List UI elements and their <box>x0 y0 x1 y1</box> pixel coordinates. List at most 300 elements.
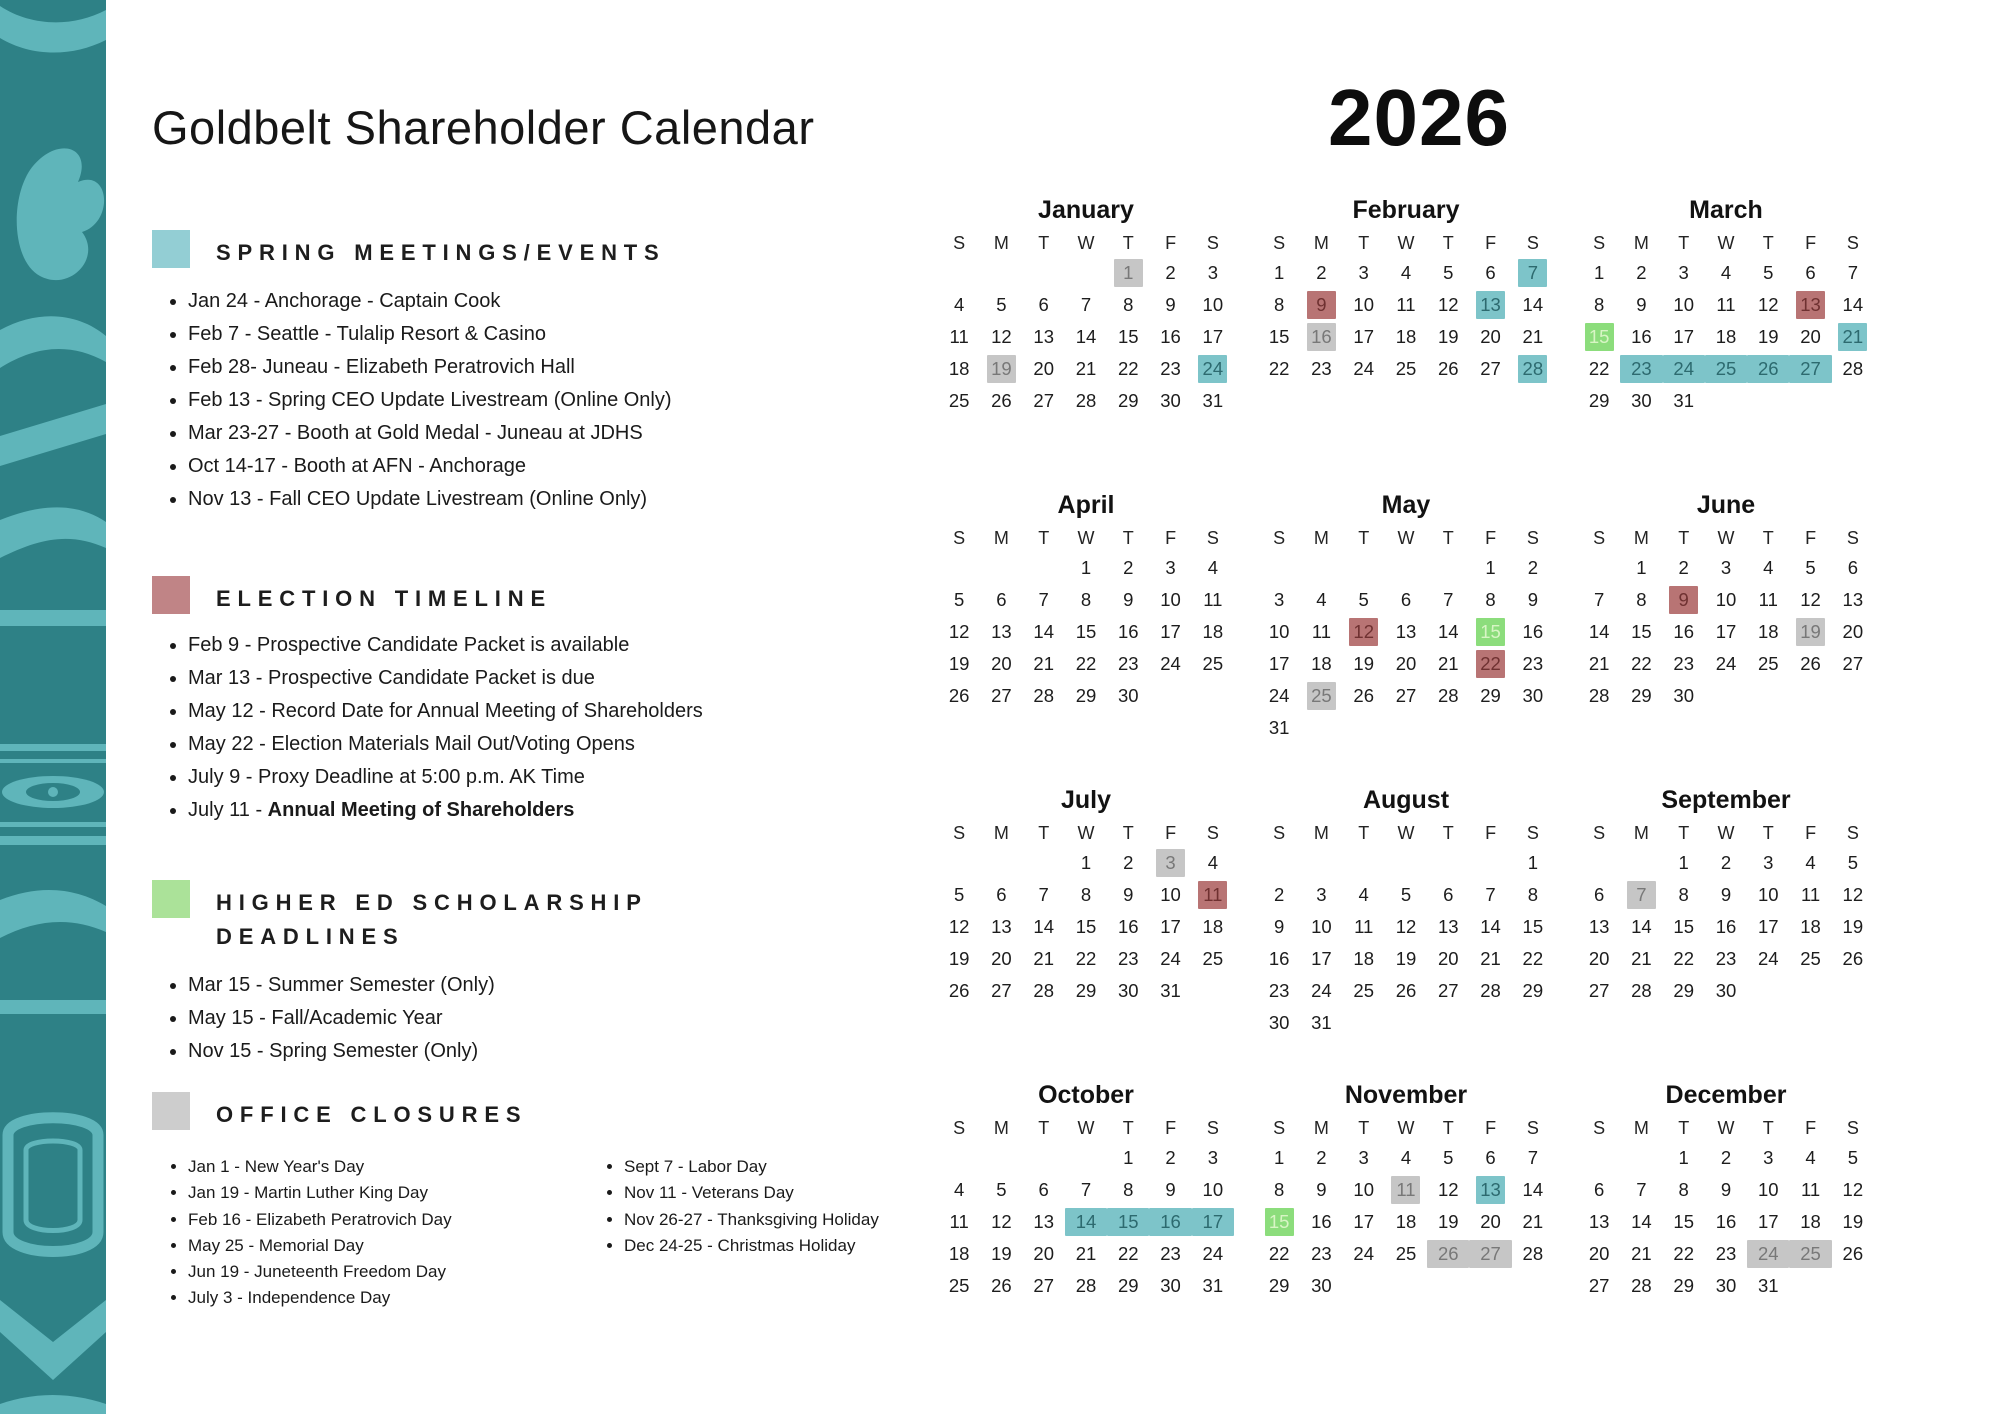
day-number: 24 <box>1202 1243 1224 1264</box>
day-cell <box>1107 552 1149 584</box>
day-cell <box>1300 1142 1342 1174</box>
day-number: 11 <box>1716 294 1736 315</box>
day-number: 20 <box>1842 621 1864 642</box>
day-cell <box>1578 879 1620 911</box>
month-title: June <box>1696 491 1756 519</box>
empty-cell <box>1023 552 1065 584</box>
day-cell <box>1065 680 1107 712</box>
day-cell <box>1620 289 1662 321</box>
day-cell <box>1747 1174 1789 1206</box>
day-number: 18 <box>1800 916 1821 937</box>
list-item: • Jan 1 - New Year's Day <box>188 1156 540 1177</box>
day-number: 15 <box>1075 916 1097 937</box>
day-cell <box>980 648 1022 680</box>
empty-cell <box>1065 1142 1107 1174</box>
empty-cell <box>1578 552 1620 584</box>
month-days <box>1578 1142 1874 1302</box>
day-cell <box>980 1174 1022 1206</box>
day-cell <box>1663 584 1705 616</box>
day-cell <box>1427 1206 1469 1238</box>
weekday-label: S <box>1846 823 1859 843</box>
day-number: 8 <box>1527 884 1538 905</box>
day-number: 29 <box>1075 685 1097 706</box>
month-block <box>1578 491 1874 786</box>
day-number: 27 <box>1437 980 1459 1001</box>
day-cell <box>1620 616 1662 648</box>
weekday-label: S <box>953 233 966 253</box>
day-cell <box>938 353 980 385</box>
day-number: 8 <box>1678 1179 1689 1200</box>
weekday-label: T <box>1122 528 1134 548</box>
day-number: 1 <box>1485 557 1496 578</box>
empty-cell <box>1427 552 1469 584</box>
day-cell <box>1300 584 1342 616</box>
day-cell <box>1512 289 1554 321</box>
day-cell <box>1832 257 1874 289</box>
day-cell <box>1427 584 1469 616</box>
day-number-highlighted-gray: 26 <box>1427 1240 1469 1268</box>
weekday-label: W <box>1397 1118 1415 1138</box>
day-cell <box>1065 1174 1107 1206</box>
day-cell <box>1258 943 1300 975</box>
day-number: 30 <box>1715 1275 1737 1296</box>
day-number-highlighted-gray: 24 <box>1747 1240 1789 1268</box>
day-number: 8 <box>1636 589 1647 610</box>
list-item: • Mar 23-27 - Booth at Gold Medal - Juneau at JDHS <box>188 420 912 446</box>
day-number: 3 <box>1358 1147 1369 1168</box>
day-number: 27 <box>991 980 1012 1001</box>
weekday-label: S <box>1846 1118 1859 1138</box>
weekday-label: F <box>1805 823 1817 843</box>
weekday-label: F <box>1165 823 1177 843</box>
day-cell <box>1192 1174 1234 1206</box>
weekday-label: W <box>1397 233 1415 253</box>
day-cell <box>1620 385 1662 417</box>
day-number: 15 <box>1631 621 1652 642</box>
day-cell <box>1663 1238 1705 1270</box>
list-item: • July 9 - Proxy Deadline at 5:00 p.m. AK Time <box>188 764 912 790</box>
day-cell <box>1747 879 1789 911</box>
day-cell <box>1107 847 1149 879</box>
day-cell <box>1343 321 1385 353</box>
day-cell <box>1065 943 1107 975</box>
day-cell <box>1469 680 1511 712</box>
day-number: 9 <box>1123 589 1134 610</box>
day-number: 20 <box>1033 358 1054 379</box>
empty-cell <box>1300 552 1342 584</box>
day-number: 17 <box>1757 1211 1779 1232</box>
day-number: 25 <box>948 390 970 411</box>
day-cell <box>1747 1238 1789 1270</box>
day-number: 1 <box>1123 1147 1134 1168</box>
day-number: 17 <box>1202 326 1224 347</box>
day-number: 30 <box>1311 1275 1332 1296</box>
day-number: 12 <box>991 326 1012 347</box>
day-number: 25 <box>1202 948 1224 969</box>
day-number-highlighted-teal: 14 <box>1065 1208 1107 1236</box>
day-cell <box>1663 257 1705 289</box>
day-number: 4 <box>953 1179 965 1200</box>
weekday-label: T <box>1762 528 1774 548</box>
day-cell <box>1300 648 1342 680</box>
day-cell <box>1107 1206 1149 1238</box>
day-cell <box>1789 353 1831 385</box>
day-number: 15 <box>1522 916 1544 937</box>
weekday-label: W <box>1397 528 1415 548</box>
day-number: 4 <box>1805 852 1816 873</box>
day-cell <box>1469 1238 1511 1270</box>
day-cell <box>1258 1238 1300 1270</box>
day-number: 28 <box>1631 1275 1652 1296</box>
day-cell <box>1663 1174 1705 1206</box>
day-number: 1 <box>1678 852 1689 873</box>
day-cell <box>1469 648 1511 680</box>
empty-cell <box>1469 847 1511 879</box>
day-number: 19 <box>1353 653 1374 674</box>
weekday-label: F <box>1485 823 1497 843</box>
day-number: 13 <box>1033 326 1054 347</box>
day-number: 9 <box>1720 1179 1732 1200</box>
day-number: 6 <box>1038 294 1049 315</box>
weekday-label: T <box>1038 233 1050 253</box>
day-number: 20 <box>991 653 1012 674</box>
day-cell <box>980 584 1022 616</box>
list-item: • May 15 - Fall/Academic Year <box>188 1005 912 1031</box>
day-number: 4 <box>1763 557 1774 578</box>
day-cell <box>1620 975 1662 1007</box>
day-number: 25 <box>1202 653 1224 674</box>
day-number: 19 <box>991 1243 1012 1264</box>
day-number-highlighted-gray: 1 <box>1114 259 1143 287</box>
day-cell <box>1469 1142 1511 1174</box>
day-number: 30 <box>1160 1275 1181 1296</box>
day-number: 24 <box>1353 358 1374 379</box>
weekday-row <box>1258 525 1554 552</box>
day-number: 21 <box>1437 653 1459 674</box>
day-number: 5 <box>1443 262 1454 283</box>
weekday-label: S <box>953 528 966 548</box>
day-cell <box>1300 257 1342 289</box>
day-cell <box>1620 1270 1662 1302</box>
day-number: 2 <box>1678 557 1689 578</box>
weekday-label: M <box>993 528 1009 548</box>
weekday-label: T <box>1122 233 1134 253</box>
day-number: 14 <box>1631 916 1652 937</box>
day-cell <box>1343 616 1385 648</box>
day-cell <box>1469 1206 1511 1238</box>
day-number: 18 <box>1311 653 1332 674</box>
day-number: 23 <box>1311 1243 1332 1264</box>
weekday-label: F <box>1805 1118 1817 1138</box>
day-number: 20 <box>1480 326 1501 347</box>
day-number: 10 <box>1202 294 1224 315</box>
day-number-highlighted-gray: 19 <box>1796 618 1825 646</box>
day-cell <box>1300 289 1342 321</box>
day-number: 7 <box>1636 1179 1647 1200</box>
day-cell <box>1385 584 1427 616</box>
day-cell <box>1705 1206 1747 1238</box>
day-cell <box>1065 289 1107 321</box>
weekday-label: W <box>1077 1118 1095 1138</box>
list-item: • Feb 7 - Seattle - Tulalip Resort & Casino <box>188 321 912 347</box>
day-number-highlighted-green: 15 <box>1476 618 1505 646</box>
weekday-label: T <box>1038 823 1050 843</box>
day-number-highlighted-teal: 26 <box>1747 355 1789 383</box>
day-number: 24 <box>1715 653 1737 674</box>
day-number: 7 <box>1080 1179 1092 1200</box>
weekday-label: S <box>1273 233 1286 253</box>
day-number: 21 <box>1631 948 1652 969</box>
weekday-label: M <box>1633 1118 1649 1138</box>
day-number: 21 <box>1588 653 1610 674</box>
day-number: 26 <box>991 1275 1012 1296</box>
day-cell <box>1107 911 1149 943</box>
month-block <box>938 196 1234 491</box>
day-number: 11 <box>1758 589 1778 610</box>
day-cell <box>1578 584 1620 616</box>
day-cell <box>1065 385 1107 417</box>
day-number: 19 <box>1842 916 1864 937</box>
day-cell <box>1258 1174 1300 1206</box>
weekday-label: T <box>1678 823 1690 843</box>
item-bold-text: Annual Meeting of Shareholders <box>267 799 575 822</box>
day-cell <box>1149 648 1191 680</box>
list-item: • Mar 13 - Prospective Candidate Packet is due <box>188 665 912 691</box>
legend-swatch-green <box>152 880 190 918</box>
day-number-highlighted-gray: 19 <box>987 355 1016 383</box>
weekday-label: M <box>993 823 1009 843</box>
day-number: 16 <box>1522 621 1544 642</box>
day-cell <box>1385 257 1427 289</box>
day-cell <box>1258 1142 1300 1174</box>
day-cell <box>980 1206 1022 1238</box>
closures-columns <box>152 1132 912 1314</box>
list-item: • Dec 24-25 - Christmas Holiday <box>624 1235 879 1256</box>
list-item: • Feb 13 - Spring CEO Update Livestream (Online Only) <box>188 387 912 413</box>
day-cell <box>1663 353 1705 385</box>
month-block <box>1578 196 1874 491</box>
day-cell <box>1107 943 1149 975</box>
day-number: 13 <box>1588 1211 1610 1232</box>
day-cell <box>1747 584 1789 616</box>
day-cell <box>1512 353 1554 385</box>
day-number: 15 <box>1117 326 1139 347</box>
day-number: 4 <box>1207 557 1218 578</box>
day-number: 22 <box>1117 1243 1139 1264</box>
day-number-highlighted-teal: 16 <box>1149 1208 1191 1236</box>
day-number: 28 <box>1075 390 1097 411</box>
day-cell <box>1705 1238 1747 1270</box>
day-cell <box>1512 648 1554 680</box>
list-item-annual-meeting <box>188 797 912 823</box>
weekday-label: T <box>1122 1118 1134 1138</box>
day-number-highlighted-gray: 16 <box>1307 323 1336 351</box>
day-cell <box>1107 289 1149 321</box>
weekday-label: W <box>1077 823 1095 843</box>
day-cell <box>1065 616 1107 648</box>
day-cell <box>1705 911 1747 943</box>
day-cell <box>1512 584 1554 616</box>
section-heading: ELECTION TIMELINE <box>216 586 552 611</box>
day-number: 17 <box>1353 326 1374 347</box>
day-cell <box>1258 1007 1300 1039</box>
day-cell <box>1469 353 1511 385</box>
day-cell <box>1469 975 1511 1007</box>
empty-cell <box>1343 847 1385 879</box>
month-title: January <box>1038 196 1134 224</box>
day-cell <box>1512 975 1554 1007</box>
weekday-label: M <box>1313 823 1329 843</box>
weekday-label: T <box>1122 823 1134 843</box>
day-number: 23 <box>1715 948 1737 969</box>
day-number: 18 <box>1395 326 1417 347</box>
day-number: 21 <box>1522 1211 1544 1232</box>
list-item: • Mar 15 - Summer Semester (Only) <box>188 972 912 998</box>
day-cell <box>1258 975 1300 1007</box>
day-cell <box>1343 289 1385 321</box>
day-cell <box>1258 680 1300 712</box>
month-days <box>938 1142 1234 1302</box>
weekday-label: S <box>1526 823 1539 843</box>
day-number: 28 <box>1033 685 1054 706</box>
day-number: 16 <box>1311 1211 1332 1232</box>
day-number: 22 <box>1631 653 1652 674</box>
day-cell <box>1789 552 1831 584</box>
day-cell <box>1578 680 1620 712</box>
day-cell <box>1192 353 1234 385</box>
day-cell <box>1663 1270 1705 1302</box>
day-cell <box>980 321 1022 353</box>
day-cell <box>1107 1142 1149 1174</box>
day-cell <box>1107 975 1149 1007</box>
day-number: 22 <box>1268 358 1290 379</box>
day-cell <box>1789 879 1831 911</box>
day-cell <box>1300 943 1342 975</box>
list-item: • May 22 - Election Materials Mail Out/Voting Opens <box>188 731 912 757</box>
day-cell <box>1789 648 1831 680</box>
day-cell <box>1747 847 1789 879</box>
weekday-label: S <box>1593 528 1606 548</box>
section-header <box>152 574 912 616</box>
day-cell <box>1023 648 1065 680</box>
day-number: 23 <box>1160 358 1181 379</box>
day-number: 7 <box>1527 1147 1538 1168</box>
day-cell <box>1192 321 1234 353</box>
day-cell <box>1512 680 1554 712</box>
day-number: 3 <box>1316 884 1327 905</box>
day-number: 20 <box>1395 653 1417 674</box>
weekday-label: M <box>993 1118 1009 1138</box>
day-number: 29 <box>1673 980 1694 1001</box>
day-number: 18 <box>1715 326 1737 347</box>
day-cell <box>1747 321 1789 353</box>
day-cell <box>1107 257 1149 289</box>
day-cell <box>1427 257 1469 289</box>
month-block <box>1578 786 1874 1081</box>
weekday-label: T <box>1358 1118 1370 1138</box>
section-election-timeline <box>152 574 912 830</box>
day-cell <box>1512 847 1554 879</box>
day-cell <box>1023 321 1065 353</box>
day-cell <box>1469 879 1511 911</box>
day-cell <box>1427 1142 1469 1174</box>
day-cell <box>1747 552 1789 584</box>
day-cell <box>1343 680 1385 712</box>
day-number: 6 <box>1443 884 1454 905</box>
day-number-highlighted-gray: 3 <box>1156 849 1185 877</box>
day-cell <box>1023 975 1065 1007</box>
day-number: 25 <box>1800 948 1821 969</box>
day-number: 8 <box>1273 1179 1285 1200</box>
day-cell <box>1620 680 1662 712</box>
day-cell <box>1578 1174 1620 1206</box>
day-number: 14 <box>1033 916 1054 937</box>
day-number: 13 <box>1033 1211 1054 1232</box>
item-prefix: July 11 - <box>188 799 268 822</box>
day-number: 7 <box>1593 589 1605 610</box>
month-days <box>1258 257 1554 385</box>
day-cell <box>1149 879 1191 911</box>
day-cell <box>1385 616 1427 648</box>
day-number: 5 <box>953 589 965 610</box>
day-number: 5 <box>1443 1147 1454 1168</box>
day-cell <box>1663 289 1705 321</box>
day-cell <box>1343 353 1385 385</box>
day-cell <box>1469 552 1511 584</box>
day-number: 26 <box>948 685 970 706</box>
day-cell <box>1107 1270 1149 1302</box>
day-cell <box>1705 943 1747 975</box>
weekday-label: W <box>1717 823 1735 843</box>
day-number: 16 <box>1117 916 1139 937</box>
list-item: • Jun 19 - Juneteenth Freedom Day <box>188 1261 540 1282</box>
empty-cell <box>980 552 1022 584</box>
day-cell <box>938 943 980 975</box>
day-number: 18 <box>1353 948 1374 969</box>
day-cell <box>1427 321 1469 353</box>
day-cell <box>1149 943 1191 975</box>
day-number: 9 <box>1165 1179 1176 1200</box>
day-number: 7 <box>1847 262 1858 283</box>
day-number: 24 <box>1353 1243 1374 1264</box>
day-cell <box>1300 911 1342 943</box>
day-cell <box>1427 648 1469 680</box>
day-cell <box>1023 385 1065 417</box>
day-number: 2 <box>1316 1147 1327 1168</box>
weekday-label: S <box>953 823 966 843</box>
day-cell <box>938 1238 980 1270</box>
day-number: 31 <box>1268 717 1290 738</box>
day-cell <box>1747 616 1789 648</box>
section-spring-meetings <box>152 228 912 519</box>
day-cell <box>1107 680 1149 712</box>
day-cell <box>1578 1238 1620 1270</box>
day-cell <box>1149 257 1191 289</box>
day-number: 12 <box>1842 1179 1864 1200</box>
weekday-label: M <box>993 233 1009 253</box>
day-number: 1 <box>1273 262 1285 283</box>
day-number: 26 <box>1842 948 1864 969</box>
day-cell <box>1300 680 1342 712</box>
day-cell <box>1832 584 1874 616</box>
day-number: 23 <box>1117 948 1139 969</box>
day-number: 8 <box>1123 294 1134 315</box>
day-number: 21 <box>1075 1243 1097 1264</box>
day-number: 30 <box>1117 980 1139 1001</box>
day-cell <box>1747 1142 1789 1174</box>
day-number: 3 <box>1763 1147 1774 1168</box>
day-number: 27 <box>991 685 1012 706</box>
